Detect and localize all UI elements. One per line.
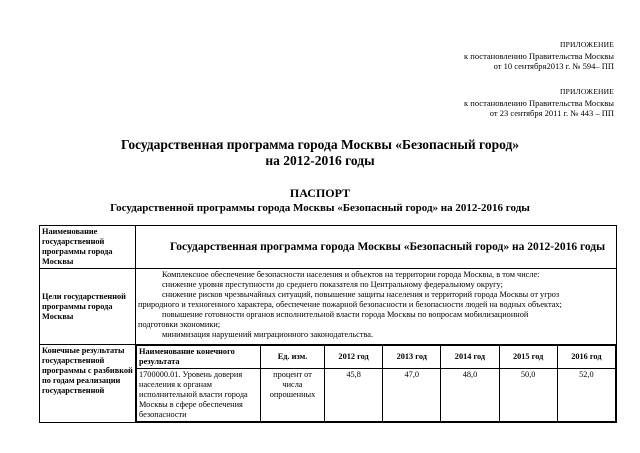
header-year-2016: 2016 год: [557, 346, 615, 369]
goal-line: минимизация нарушений миграционного законодательства.: [162, 330, 374, 339]
goal-line: снижение уровня преступности до среднего показателя по Центральному федеральному округу;: [162, 280, 503, 289]
result-value-2015: 50,0: [499, 369, 557, 422]
result-value-2013: 47,0: [383, 369, 441, 422]
header-unit: Ед. изм.: [261, 346, 325, 369]
results-table: [136, 345, 616, 422]
goal-line: природного и техногенного характера, обеспечение пожарной безопасности и безопасности людей на водных объектах;: [138, 300, 562, 309]
results-cell: [136, 345, 617, 423]
header-result-name: Наименование конечного результата: [137, 346, 261, 369]
appendix-line: к постановлению Правительства Москвы: [464, 50, 614, 61]
appendix-block-1: [464, 40, 614, 72]
table-row: [40, 345, 617, 423]
appendix-title: ПРИЛОЖЕНИЕ: [559, 87, 614, 96]
goals-cell: [136, 269, 617, 345]
appendix-title: ПРИЛОЖЕНИЕ: [559, 40, 614, 49]
document-title-line: на 2012-2016 годы: [265, 153, 375, 168]
row-label-goals: Цели государственной программы города Москвы: [40, 269, 136, 345]
appendix-line: от 10 сентября2013 г. № 594– ПП: [493, 61, 614, 71]
results-header-row: [137, 346, 616, 369]
table-row: [40, 269, 617, 345]
row-label-program-name: Наименование государственной программы города Москвы: [40, 226, 136, 269]
appendix-line: к постановлению Правительства Москвы: [464, 97, 614, 108]
document-title: [0, 137, 640, 169]
passport-title: ПАСПОРТ: [289, 186, 351, 200]
goal-line: подготовки экономики;: [138, 320, 221, 329]
document-title-line: Государственная программа города Москвы «Безопасный город»: [120, 137, 520, 152]
appendix-block-2: [464, 87, 614, 119]
goal-line: повышение готовности органов исполнительной власти города Москвы по вопросам мобилизационной: [162, 310, 529, 319]
header-year-2013: 2013 год: [383, 346, 441, 369]
goal-line: Комплексное обеспечение безопасности населения и объектов на территории города Москвы, в том числе:: [162, 270, 540, 279]
result-name: 1700000.01. Уровень доверия населения к органам исполнительной власти города Москвы в сфере обеспечения безопасности: [137, 369, 261, 422]
results-data-row: [137, 369, 616, 422]
result-value-2014: 48,0: [441, 369, 499, 422]
result-unit: процент от числа опрошенных: [261, 369, 325, 422]
result-value-2012: 45,8: [325, 369, 383, 422]
header-year-2014: 2014 год: [441, 346, 499, 369]
result-value-2016: 52,0: [557, 369, 615, 422]
passport-subtitle: Государственной программы города Москвы «Безопасный город» на 2012-2016 годы: [110, 202, 530, 214]
header-year-2012: 2012 год: [325, 346, 383, 369]
passport-heading: [0, 186, 640, 216]
appendix-line: от 23 сентября 2011 г. № 443 – ПП: [489, 108, 614, 118]
program-name-value: Государственная программа города Москвы «Безопасный город» на 2012-2016 годы: [136, 226, 617, 269]
goal-line: снижение рисков чрезвычайных ситуаций, повышение защиты населения и территорий города Москвы от угроз: [162, 290, 560, 299]
passport-table: [39, 225, 617, 423]
header-year-2015: 2015 год: [499, 346, 557, 369]
row-label-results: Конечные результаты государственной программы с разбивкой по годам реализации государственной: [40, 345, 136, 423]
table-row: [40, 226, 617, 269]
